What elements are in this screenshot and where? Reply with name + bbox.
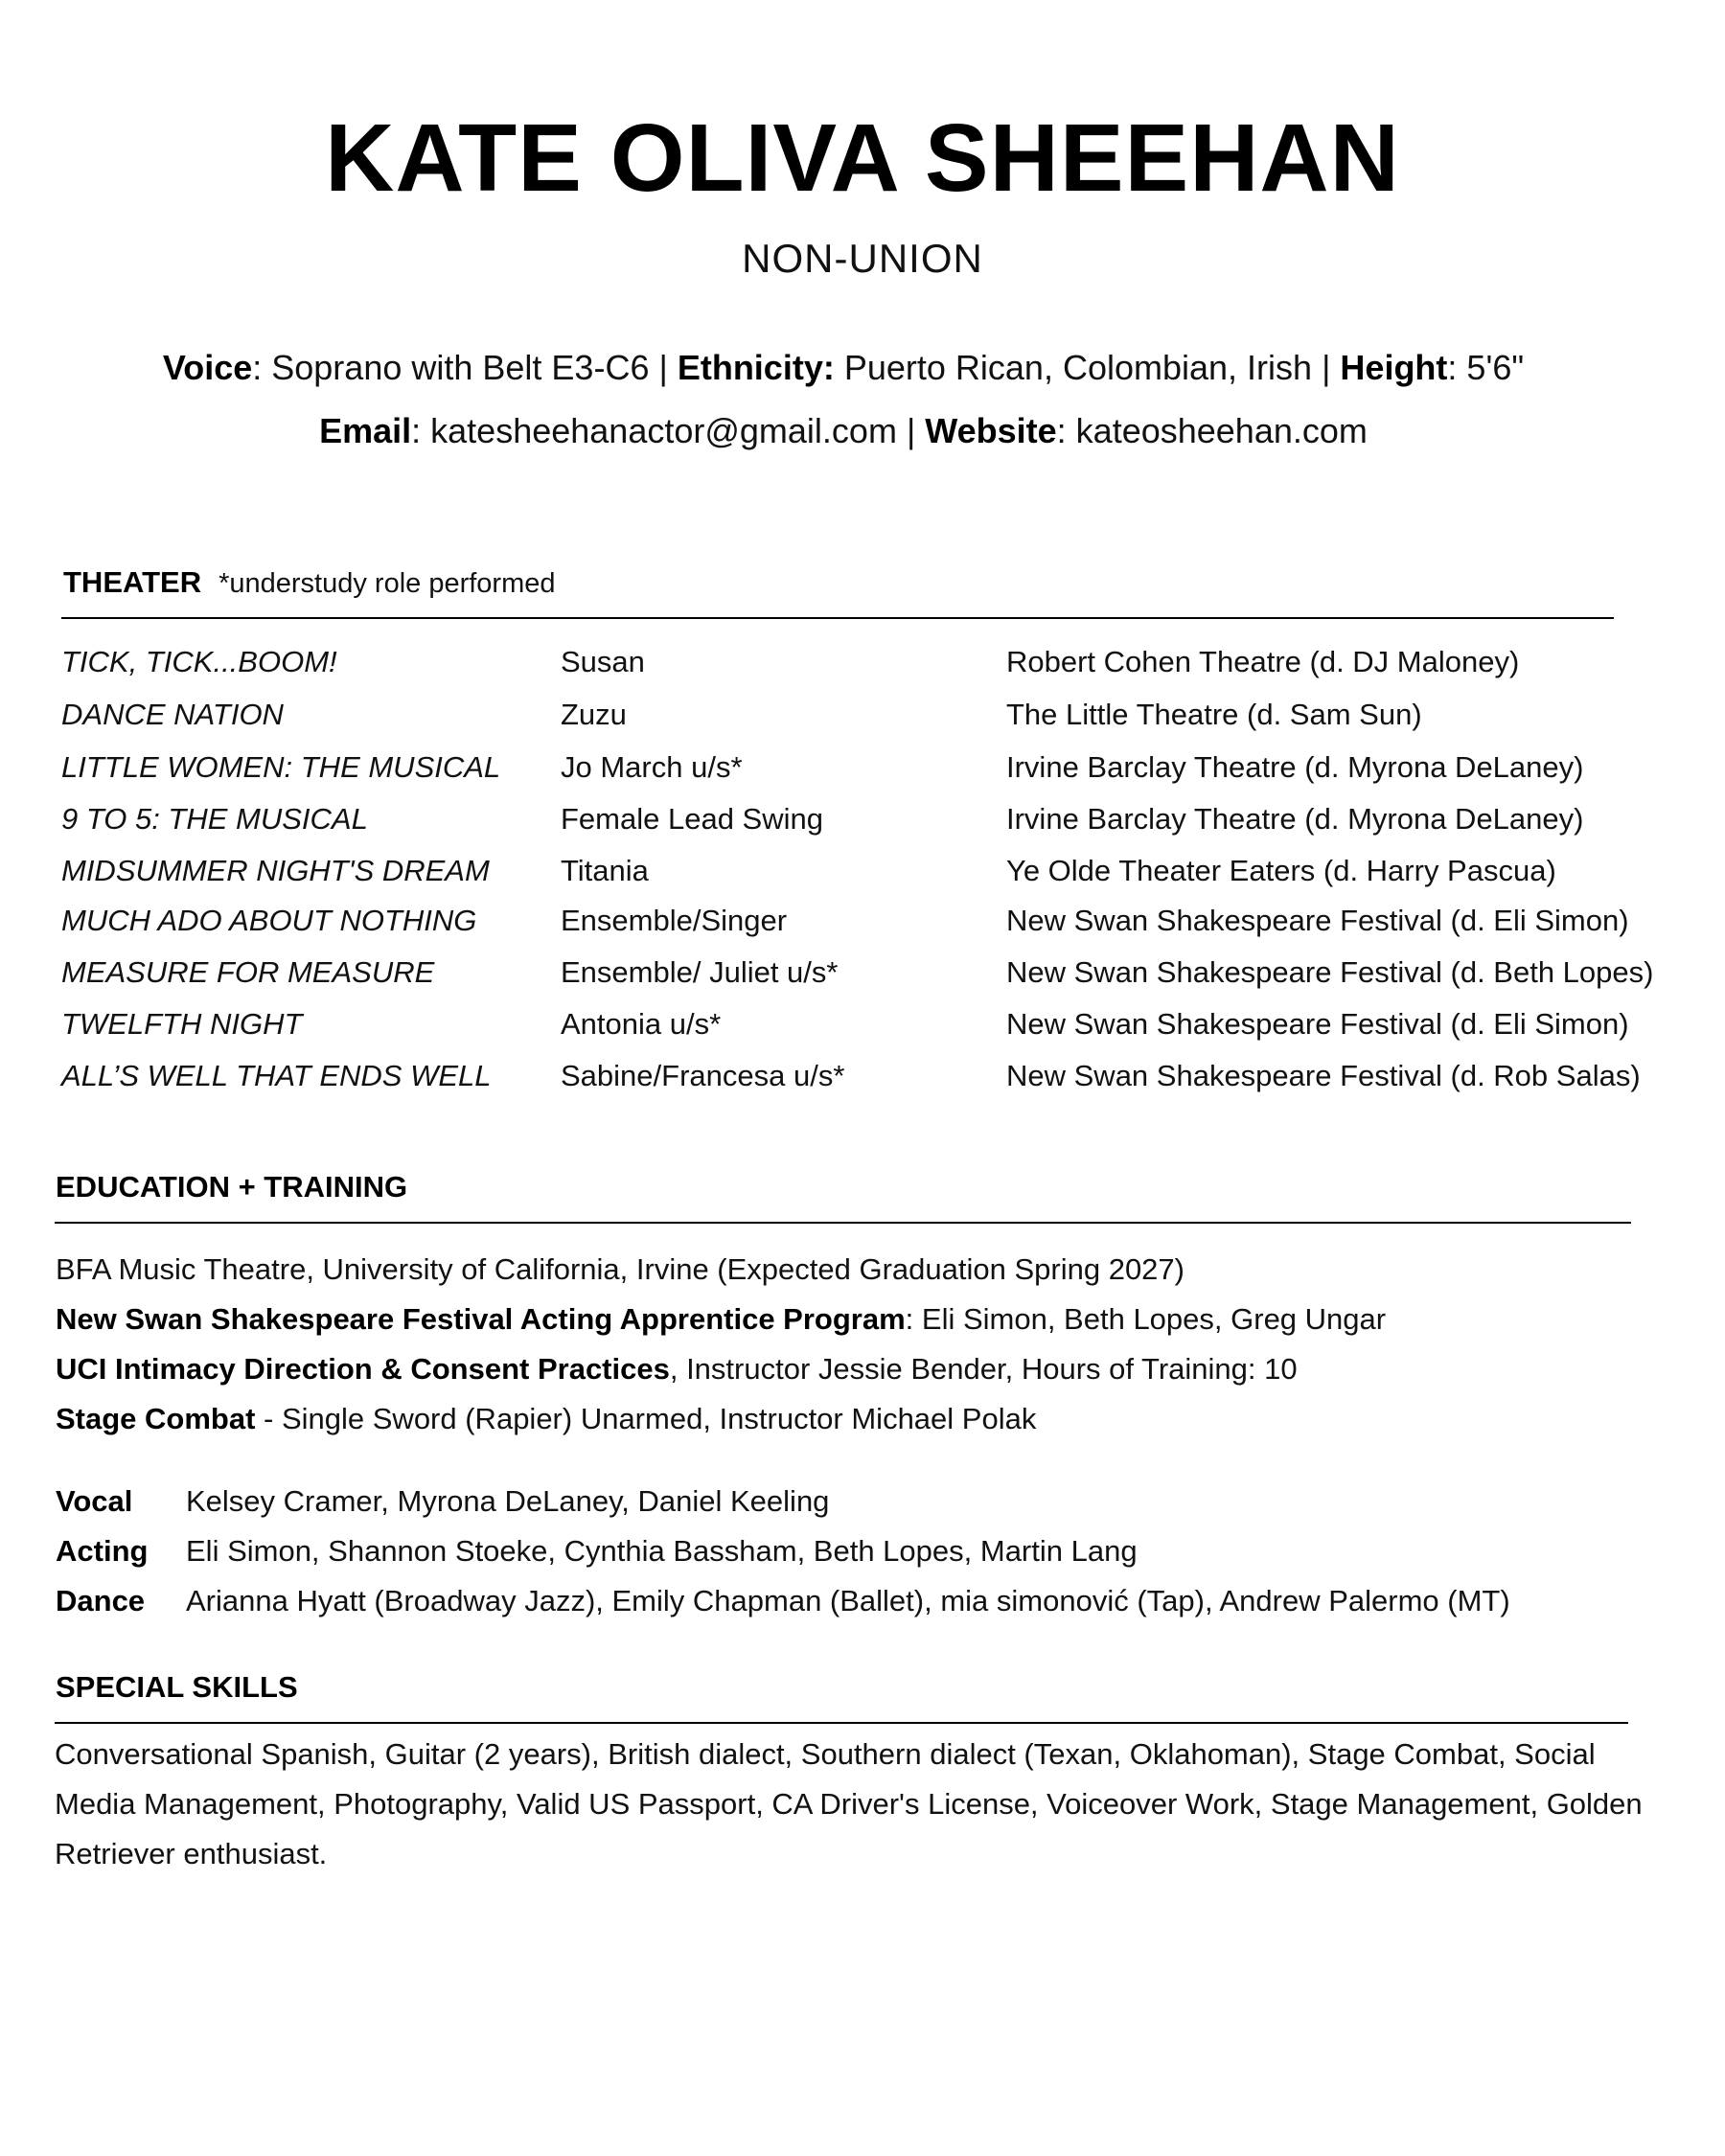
credit-role: Susan [561, 645, 645, 678]
training-text: Kelsey Cramer, Myrona DeLaney, Daniel Keeling [186, 1484, 830, 1518]
theater-title: THEATER [63, 565, 202, 599]
credit-venue: The Little Theatre (d. Sam Sun) [1006, 698, 1422, 731]
education-divider [55, 1222, 1631, 1224]
credit-role: Sabine/Francesa u/s* [561, 1059, 845, 1092]
email-value[interactable]: : katesheehanactor@gmail.com | [411, 411, 926, 450]
voice-label: Voice [162, 348, 253, 387]
skills-text: Conversational Spanish, Guitar (2 years), British dialect, Southern dialect (Texan, Oklahoman), Stage Combat, Social Media Management, Photography, Valid US Passport, CA Driver's License, Voiceover Work, Stage Management, Golden Retriever enthusiast. [55, 1737, 1643, 1870]
combat-text: - Single Sword (Rapier) Unarmed, Instructor Michael Polak [255, 1402, 1037, 1435]
credit-venue: Robert Cohen Theatre (d. DJ Maloney) [1006, 645, 1520, 678]
credit-venue: Irvine Barclay Theatre (d. Myrona DeLaney) [1006, 802, 1584, 836]
contact-line [0, 411, 1687, 451]
skills-divider [55, 1722, 1628, 1724]
intimacy-text: , Instructor Jessie Bender, Hours of Training: 10 [669, 1352, 1298, 1386]
union-status: NON-UNION [742, 236, 983, 281]
credit-role: Antonia u/s* [561, 1007, 722, 1041]
voice-value: : Soprano with Belt E3-C6 | [252, 348, 678, 387]
credit-show: MIDSUMMER NIGHT'S DREAM [61, 854, 490, 887]
training-row [56, 1484, 132, 1519]
credit-show: 9 TO 5: THE MUSICAL [61, 802, 368, 836]
credit-show: DANCE NATION [61, 698, 284, 731]
combat-line [56, 1402, 1036, 1436]
theater-divider [61, 617, 1614, 619]
credit-venue: Ye Olde Theater Eaters (d. Harry Pascua) [1006, 854, 1556, 887]
email-label: Email [319, 411, 412, 450]
credit-venue: New Swan Shakespeare Festival (d. Rob Salas) [1006, 1059, 1641, 1092]
education-title: EDUCATION + TRAINING [56, 1170, 408, 1204]
understudy-note: *understudy role performed [218, 568, 556, 599]
credit-show: LITTLE WOMEN: THE MUSICAL [61, 750, 501, 784]
credit-role: Zuzu [561, 698, 627, 731]
training-text: Eli Simon, Shannon Stoeke, Cynthia Bassham, Beth Lopes, Martin Lang [186, 1534, 1138, 1568]
credit-role: Ensemble/Singer [561, 904, 788, 937]
combat-label: Stage Combat [56, 1402, 256, 1435]
training-text: Arianna Hyatt (Broadway Jazz), Emily Chapman (Ballet), mia simonović (Tap), Andrew Palermo (MT) [186, 1584, 1510, 1617]
ethnicity-label: Ethnicity: [677, 348, 835, 387]
credit-role: Titania [561, 854, 649, 887]
credit-show: TICK, TICK...BOOM! [61, 645, 337, 678]
apprentice-line [56, 1302, 1386, 1337]
training-label: Vocal [56, 1484, 133, 1518]
height-label: Height [1340, 348, 1448, 387]
resume-name: KATE OLIVA SHEEHAN [325, 104, 1400, 212]
credit-venue: New Swan Shakespeare Festival (d. Beth Lopes) [1006, 955, 1654, 989]
personal-info-line [0, 348, 1687, 388]
training-row [56, 1584, 145, 1618]
apprentice-label: New Swan Shakespeare Festival Acting Apprentice Program [56, 1302, 906, 1336]
credit-show: TWELFTH NIGHT [61, 1007, 303, 1041]
training-label: Acting [56, 1534, 149, 1568]
credit-role: Jo March u/s* [561, 750, 743, 784]
intimacy-line [56, 1352, 1298, 1387]
apprentice-text: : Eli Simon, Beth Lopes, Greg Ungar [905, 1302, 1387, 1336]
degree-line: BFA Music Theatre, University of California, Irvine (Expected Graduation Spring 2027) [56, 1252, 1184, 1286]
height-value: : 5'6" [1447, 348, 1525, 387]
credit-venue: New Swan Shakespeare Festival (d. Eli Simon) [1006, 904, 1629, 937]
credit-venue: Irvine Barclay Theatre (d. Myrona DeLaney) [1006, 750, 1584, 784]
ethnicity-value: Puerto Rican, Colombian, Irish | [834, 348, 1341, 387]
training-row [56, 1534, 148, 1569]
credit-show: MUCH ADO ABOUT NOTHING [61, 904, 477, 937]
skills-title: SPECIAL SKILLS [56, 1670, 298, 1704]
credit-role: Ensemble/ Juliet u/s* [561, 955, 839, 989]
credit-show: ALL’S WELL THAT ENDS WELL [61, 1059, 492, 1092]
training-label: Dance [56, 1584, 146, 1617]
credit-show: MEASURE FOR MEASURE [61, 955, 435, 989]
website-label: Website [925, 411, 1057, 450]
intimacy-label: UCI Intimacy Direction & Consent Practices [56, 1352, 670, 1386]
credit-venue: New Swan Shakespeare Festival (d. Eli Simon) [1006, 1007, 1629, 1041]
theater-heading [63, 565, 556, 600]
credit-role: Female Lead Swing [561, 802, 823, 836]
website-value[interactable]: : kateosheehan.com [1056, 411, 1368, 450]
